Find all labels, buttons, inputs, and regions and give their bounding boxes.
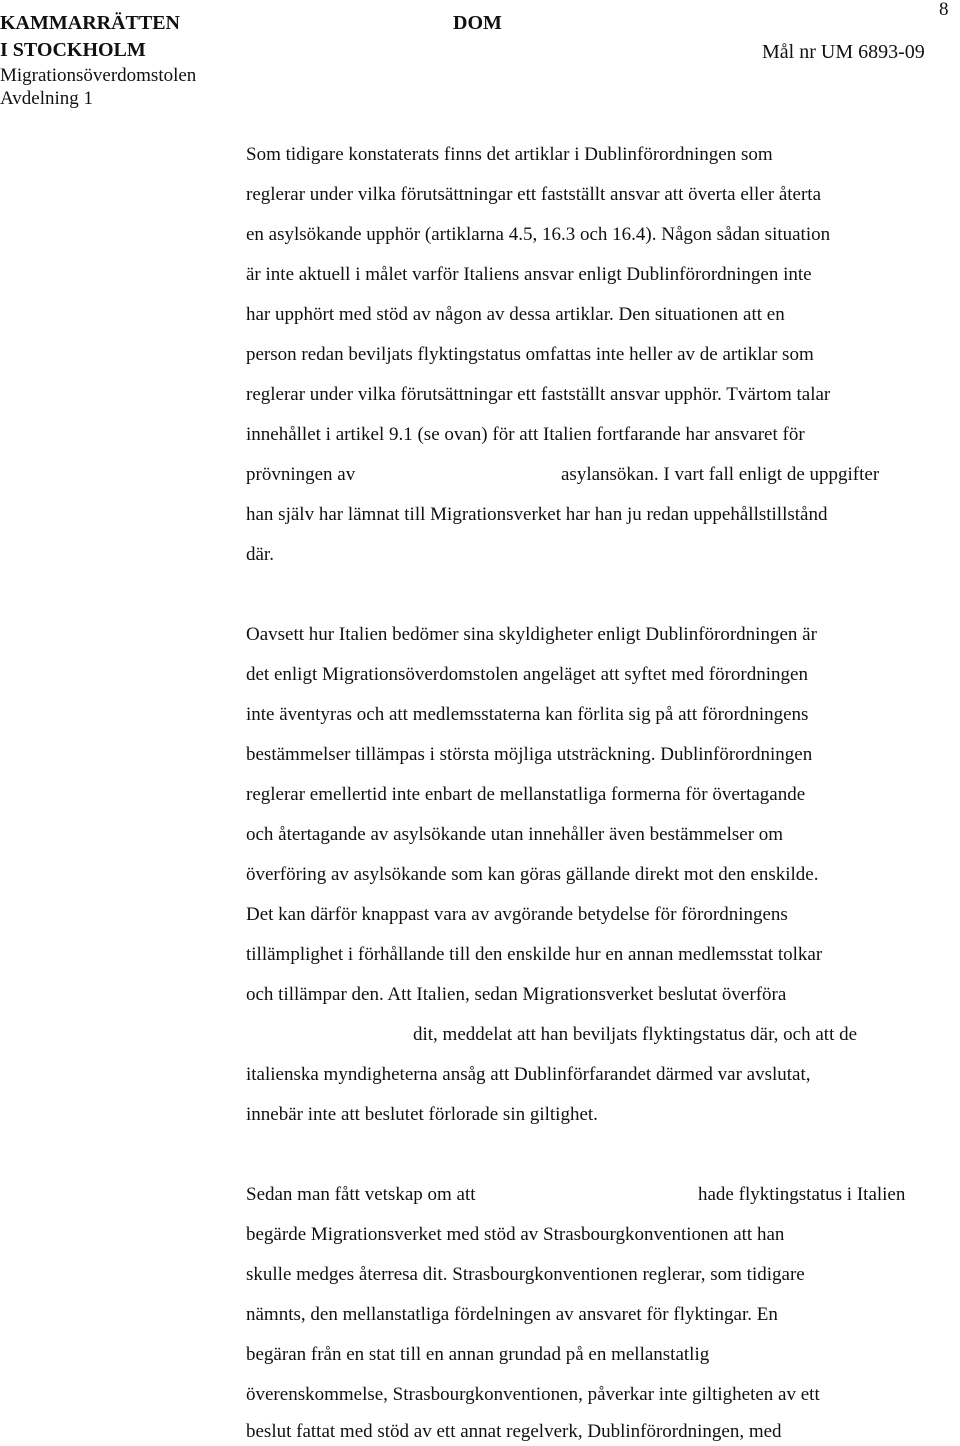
text-line-segment: hade flyktingstatus i Italien (698, 1184, 906, 1205)
text-line: och tillämpar den. Att Italien, sedan Migrationsverket beslutat överföra (246, 984, 787, 1005)
text-line: person redan beviljats flyktingstatus omfattas inte heller av de artiklar som (246, 344, 814, 365)
court-name-line1: KAMMARRÄTTEN (0, 12, 180, 34)
text-line: reglerar emellertid inte enbart de mellanstatliga formerna för övertagande (246, 784, 806, 805)
text-line: det enligt Migrationsöverdomstolen angeläget att syftet med förordningen (246, 664, 808, 685)
text-line: överenskommelse, Strasbourgkonventionen, påverkar inte giltigheten av ett (246, 1384, 820, 1405)
text-line: inte äventyras och att medlemsstaterna kan förlita sig på att förordningens (246, 704, 809, 725)
text-line: italienska myndigheterna ansåg att Dublinförfarandet därmed var avslutat, (246, 1064, 811, 1085)
text-line: har upphört med stöd av någon av dessa artiklar. Den situationen att en (246, 304, 785, 325)
text-line: begäran från en stat till en annan grundad på en mellanstatlig (246, 1344, 710, 1365)
text-line: beslut fattat med stöd av ett annat regelverk, Dublinförordningen, med (246, 1421, 782, 1442)
text-line-segment: asylansökan. I vart fall enligt de uppgifter (561, 464, 880, 485)
text-line: innehållet i artikel 9.1 (se ovan) för att Italien fortfarande har ansvaret för (246, 424, 805, 445)
text-line: begärde Migrationsverket med stöd av Strasbourgkonventionen att han (246, 1224, 785, 1245)
text-line-segment: prövningen av (246, 464, 356, 485)
text-line: han själv har lämnat till Migrationsverket har han ju redan uppehållstillstånd (246, 504, 828, 525)
text-line: Oavsett hur Italien bedömer sina skyldigheter enligt Dublinförordningen är (246, 624, 817, 645)
court-department: Migrationsöverdomstolen (0, 65, 197, 86)
text-line: en asylsökande upphör (artiklarna 4.5, 16.3 och 16.4). Någon sådan situation (246, 224, 831, 245)
text-line: innebär inte att beslutet förlorade sin giltighet. (246, 1104, 598, 1125)
text-line: bestämmelser tillämpas i största möjliga utsträckning. Dublinförordningen (246, 744, 813, 765)
text-line: reglerar under vilka förutsättningar ett fastställt ansvar att överta eller återta (246, 184, 822, 205)
text-line: reglerar under vilka förutsättningar ett fastställt ansvar upphör. Tvärtom talar (246, 384, 831, 405)
text-line: tillämplighet i förhållande till den enskilde hur en annan medlemsstat tolkar (246, 944, 823, 965)
text-line: nämnts, den mellanstatliga fördelningen av ansvaret för flyktingar. En (246, 1304, 778, 1325)
court-division: Avdelning 1 (0, 88, 94, 109)
text-line: överföring av asylsökande som kan göras gällande direkt mot den enskilde. (246, 864, 819, 885)
text-line-segment: Sedan man fått vetskap om att (246, 1184, 476, 1205)
text-line: skulle medges återresa dit. Strasbourgkonventionen reglerar, som tidigare (246, 1264, 805, 1285)
document-type: DOM (453, 12, 502, 34)
court-name-line2: I STOCKHOLM (0, 39, 146, 61)
text-line: är inte aktuell i målet varför Italiens ansvar enligt Dublinförordningen inte (246, 264, 812, 285)
text-line: Det kan därför knappast vara av avgörande betydelse för förordningens (246, 904, 788, 925)
text-line: och återtagande av asylsökande utan innehåller även bestämmelser om (246, 824, 784, 845)
case-number: Mål nr UM 6893-09 (762, 41, 925, 63)
text-line: där. (246, 544, 274, 565)
text-line: dit, meddelat att han beviljats flyktingstatus där, och att de (413, 1024, 858, 1045)
text-line: Som tidigare konstaterats finns det artiklar i Dublinförordningen som (246, 144, 773, 165)
page-number: 8 (939, 0, 949, 20)
